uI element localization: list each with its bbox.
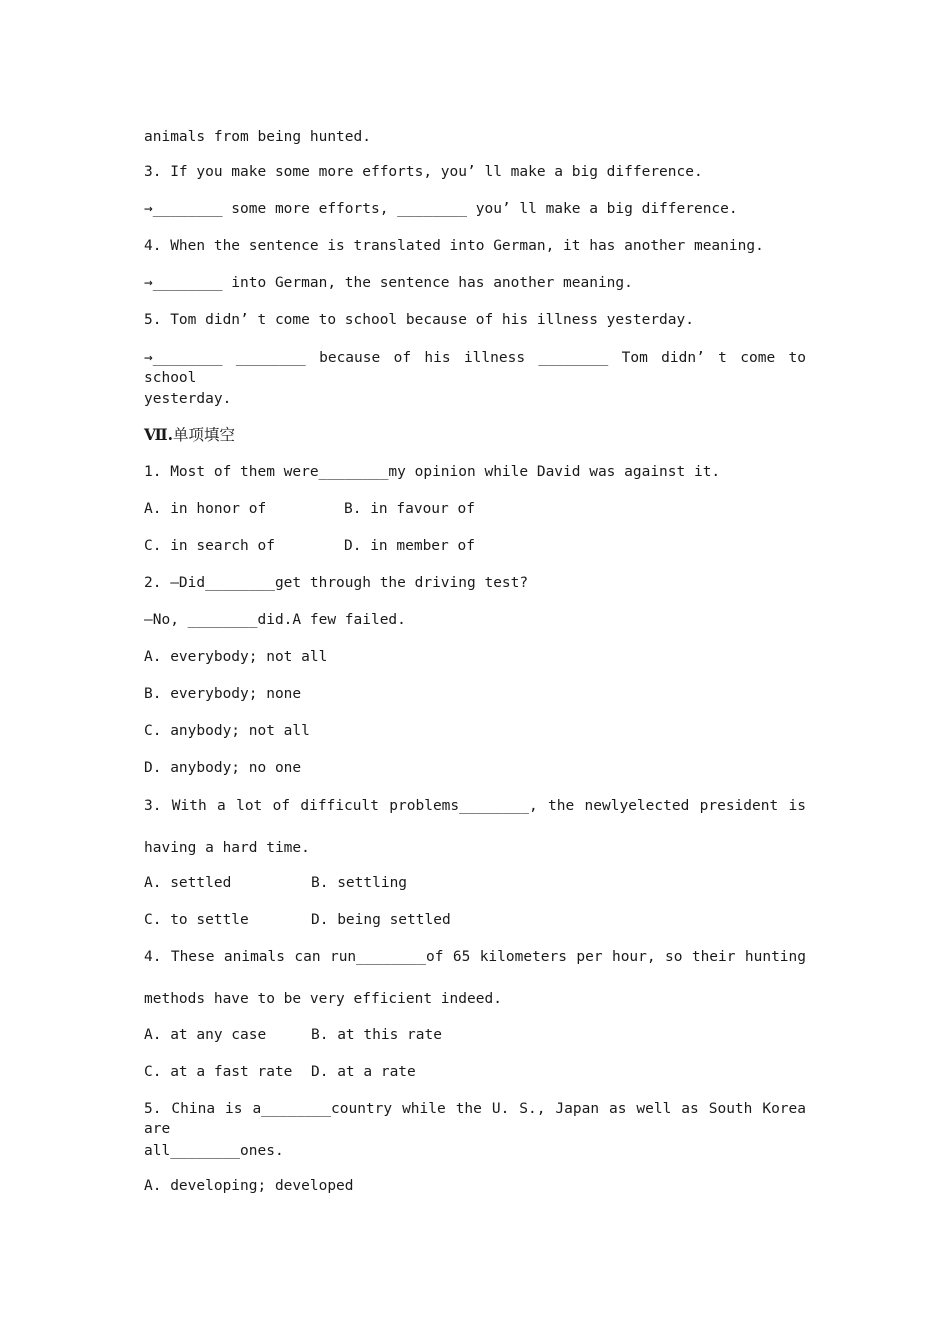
option-3a: A. settled [144,875,232,891]
question-4: 4. When the sentence is translated into German, it has another meaning. [144,238,764,254]
question-5: 5. Tom didn’ t come to school because of his illness yesterday. [144,312,694,328]
option-1b: B. in favour of [344,501,475,517]
option-4c: C. at a fast rate [144,1064,293,1080]
option-3b: B. settling [311,875,408,891]
question-3: 3. If you make some more efforts, you’ ll make a big difference. [144,164,703,180]
option-5a: A. developing; developed [144,1178,354,1194]
option-2b: B. everybody; none [144,686,302,702]
mc-question-5-cont: all________ones. [144,1143,284,1159]
option-4b: B. at this rate [311,1027,442,1043]
answer-line-4: →________ into German, the sentence has another meaning. [144,275,633,291]
mc-question-5: 5. China is a________country while the U. S., Japan as well as South Korea are [144,1101,806,1137]
section-title: 单项填空 [173,426,236,444]
mc-question-3-cont: having a hard time. [144,840,310,856]
section-number: Ⅶ. [144,425,174,444]
answer-line-3: →________ some more efforts, ________ you’ ll make a big difference. [144,201,738,217]
mc-question-3: 3. With a lot of difficult problems________, the newlyelected president is [144,798,806,814]
section-heading [144,424,235,446]
text-line: yesterday. [144,391,232,407]
option-2d: D. anybody; no one [144,760,302,776]
option-1c: C. in search of [144,538,275,554]
text-line: animals from being hunted. [144,129,371,145]
option-3c: C. to settle [144,912,249,928]
answer-line-5: →________ ________ because of his illness ________ Tom didn’ t come to school [144,350,806,386]
mc-question-4-cont: methods have to be very efficient indeed. [144,991,502,1007]
option-3d: D. being settled [311,912,451,928]
option-4d: D. at a rate [311,1064,416,1080]
mc-question-2: 2. —Did________get through the driving test? [144,575,529,591]
option-1a: A. in honor of [144,501,267,517]
option-2a: A. everybody; not all [144,649,328,665]
mc-question-2-reply: —No, ________did.A few failed. [144,612,406,628]
option-4a: A. at any case [144,1027,267,1043]
option-1d: D. in member of [344,538,475,554]
mc-question-4: 4. These animals can run________of 65 kilometers per hour, so their hunting [144,949,806,965]
option-2c: C. anybody; not all [144,723,310,739]
mc-question-1: 1. Most of them were________my opinion while David was against it. [144,464,721,480]
